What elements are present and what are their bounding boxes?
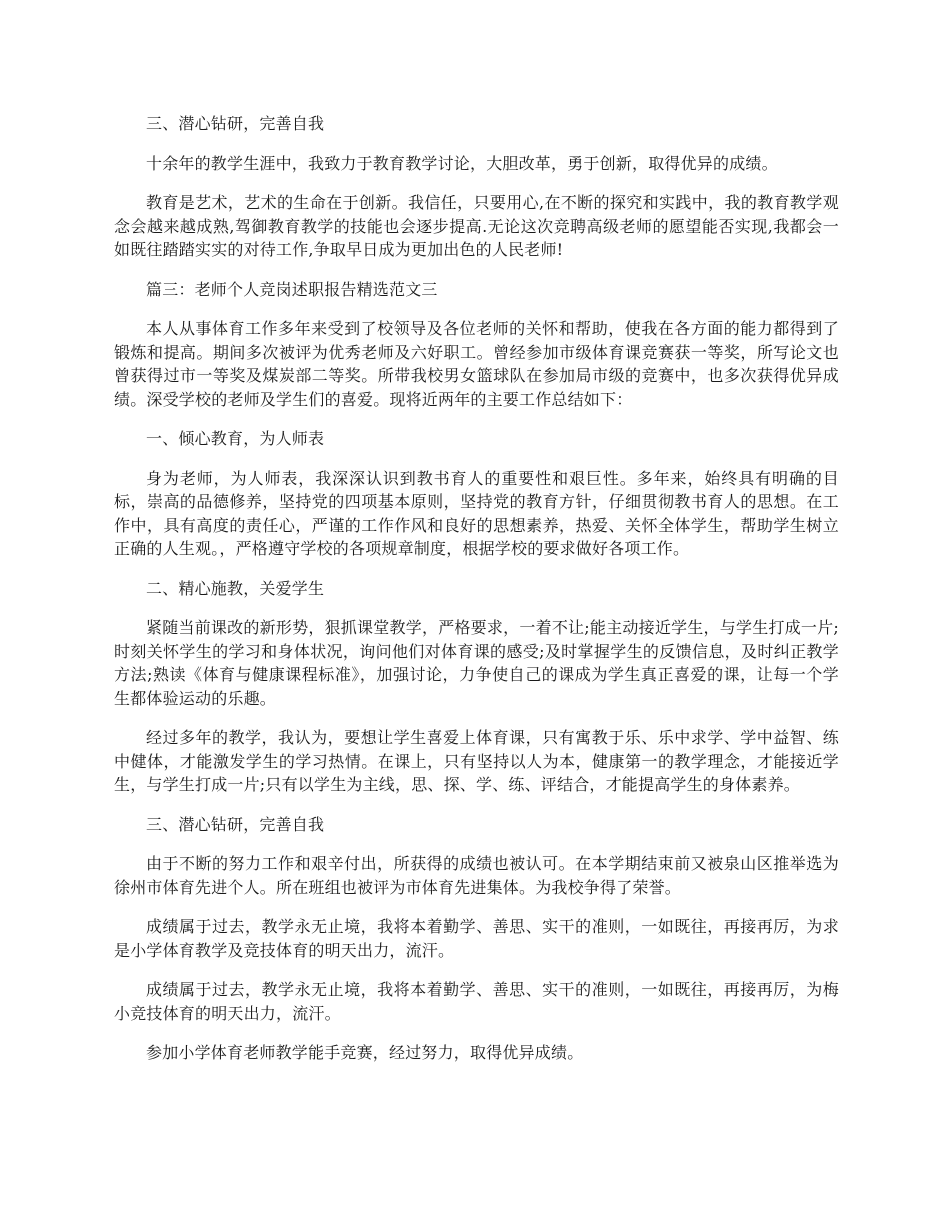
paragraph: 由于不断的努力工作和艰辛付出，所获得的成绩也被认可。在本学期结束前又被泉山区推举选为徐州市体育先进个人。所在班组也被评为市体育先进集体。为我校争得了荣誉。 xyxy=(114,854,839,897)
document-page xyxy=(114,112,839,1081)
section-heading: 一、倾心教育，为人师表 xyxy=(146,429,325,448)
paragraph: 十余年的教学生涯中，我致力于教育教学讨论，大胆改革，勇于创新，取得优异的成绩。 xyxy=(146,153,778,173)
paragraph: 经过多年的教学，我认为，要想让学生喜爱上体育课，只有寓教于乐、乐中求学、学中益智、练中健体，才能激发学生的学习热情。在课上，只有坚持以人为本，健康第一的教学理念，才能接近学生，与学生打成一片;只有以学生为主线，思、探、学、练、评结合，才能提高学生的身体素养。 xyxy=(114,728,839,794)
paragraph: 成绩属于过去，教学永无止境，我将本着勤学、善思、实干的准则，一如既往，再接再厉，为求是小学体育教学及竞技体育的明天出力，流汗。 xyxy=(114,917,839,960)
paragraph: 教育是艺术，艺术的生命在于创新。我信任，只要用心,在不断的探究和实践中，我的教育教学观念会越来越成熟,驾御教育教学的技能也会逐步提高.无论这次竞聘高级老师的愿望能否实现,我都会一如既往踏踏实实的对待工作,争取早日成为更加出色的人民老师! xyxy=(114,193,839,259)
paragraph: 参加小学体育老师教学能手竞赛，经过努力，取得优异成绩。 xyxy=(146,1043,584,1062)
paragraph: 身为老师，为人师表，我深深认识到教书育人的重要性和艰巨性。多年来，始终具有明确的目标，崇高的品德修养，坚持党的四项基本原则，坚持党的教育方针，仔细贯彻教书育人的思想。在工作中，具有高度的责任心，严谨的工作作风和良好的思想素养，热爱、关怀全体学生，帮助学生树立正确的人生观。，严格遵守学校的各项规章制度，根据学校的要求做好各项工作。 xyxy=(114,468,839,558)
section-heading: 二、精心施教，关爱学生 xyxy=(146,578,325,598)
article-title: 篇三：老师个人竞岗述职报告精选范文三 xyxy=(146,279,438,299)
section-heading: 三、潜心钻研，完善自我 xyxy=(146,114,325,133)
paragraph: 本人从事体育工作多年来受到了校领导及各位老师的关怀和帮助，使我在各方面的能力都得到了锻炼和提高。期间多次被评为优秀老师及六好职工。曾经参加市级体育课竞赛获一等奖，所写论文也曾获得过市一等奖及煤炭部二等奖。所带我校男女篮球队在参加局市级的竞赛中，也多次获得优异成绩。深受学校的老师及学生们的喜爱。现将近两年的主要工作总结如下： xyxy=(114,319,839,409)
paragraph: 成绩属于过去，教学永无止境，我将本着勤学、善思、实干的准则，一如既往，再接再厉，为梅小竞技体育的明天出力，流汗。 xyxy=(114,980,839,1023)
section-heading: 三、潜心钻研，完善自我 xyxy=(146,814,325,834)
paragraph: 紧随当前课改的新形势，狠抓课堂教学，严格要求，一着不让;能主动接近学生，与学生打成一片;时刻关怀学生的学习和身体状况，询问他们对体育课的感受;及时掌握学生的反馈信息，及时纠正教学方法;熟读《体育与健康课程标准》，加强讨论，力争使自己的课成为学生真正喜爱的课，让每一个学生都体验运动的乐趣。 xyxy=(114,618,839,708)
